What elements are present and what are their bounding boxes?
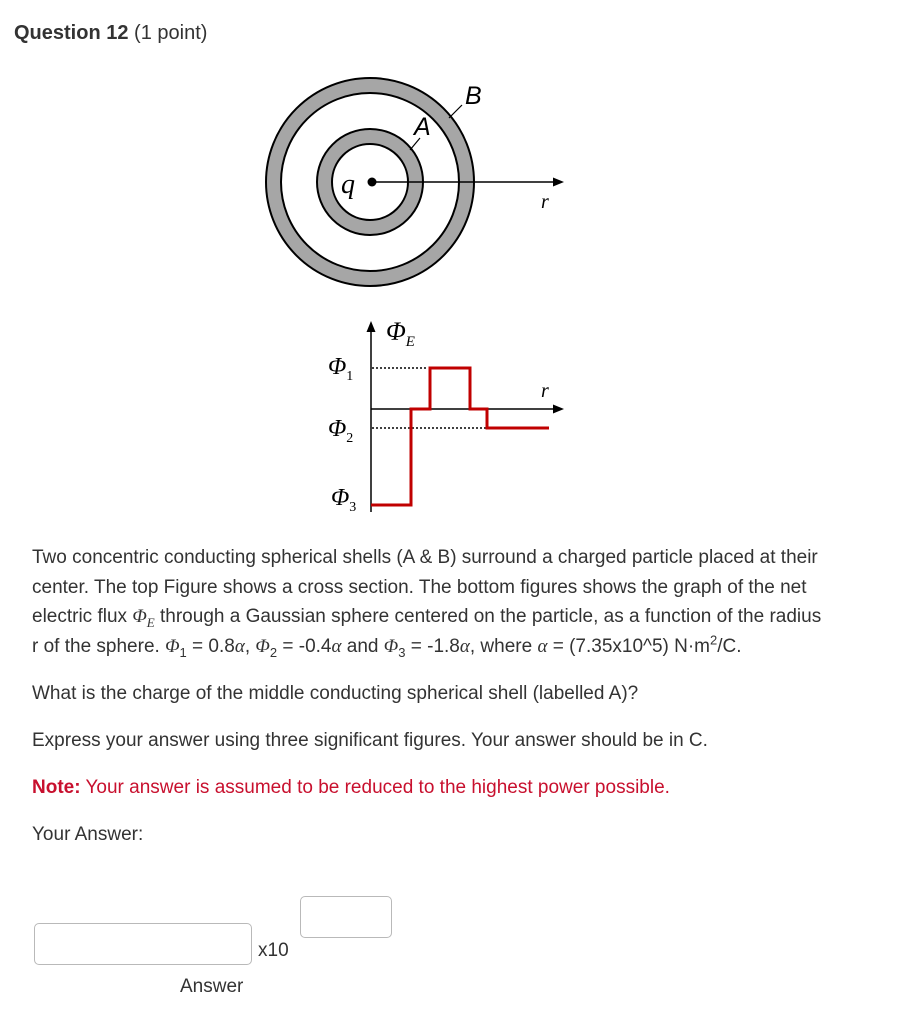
answer-mantissa-input[interactable] [34, 923, 252, 965]
question-title: Question 12 [14, 22, 129, 44]
statement-part: and [341, 635, 384, 657]
phi-symbol: Φ [165, 635, 180, 657]
phi-subscript: E [405, 334, 415, 350]
statement-part: Two concentric conducting spherical shells (A & B) surround a charged particle placed at their center. The top Figure shows a cross section. The bottom figures shows the graph of the net electric flux [32, 547, 818, 627]
sup-2: 2 [710, 632, 718, 648]
question-points: (1 point) [134, 22, 208, 44]
note-text: Your answer is assumed to be reduced to the highest power possible. [80, 777, 670, 798]
label-r-top: r [541, 191, 549, 213]
note [32, 773, 822, 803]
note-label: Note: [32, 777, 81, 798]
question-body [32, 543, 822, 850]
alpha-symbol: α [537, 635, 548, 657]
y-arrowhead [367, 321, 376, 332]
statement-part: = -0.4 [277, 635, 332, 657]
alpha-symbol: α [331, 635, 342, 657]
problem-statement [32, 543, 822, 661]
phi1-subscript: 1 [346, 369, 354, 384]
phi3-subscript: 3 [349, 500, 357, 515]
phi2-subscript: 2 [346, 431, 354, 446]
flux-curve [371, 368, 549, 505]
statement-part: = (7.35x10^5) N·m [547, 635, 710, 657]
your-answer-label: Your Answer: [32, 824, 144, 845]
flux-graph [328, 317, 564, 515]
r-arrowhead-graph [553, 405, 564, 414]
label-q: q [341, 169, 355, 200]
alpha-symbol: α [234, 635, 245, 657]
statement-part: through a Gaussian sphere centered on the particle, as a function of the radius r of the sphere. [32, 606, 822, 657]
statement-part: = 0.8 [186, 635, 235, 657]
answer-instructions: Express your answer using three significant figures. Your answer should be in C. [32, 730, 708, 751]
phi-symbol: Φ [255, 635, 270, 657]
r-arrowhead-top [553, 178, 564, 187]
times-ten-label: x10 [258, 940, 289, 961]
alpha-symbol: α [459, 635, 470, 657]
statement-part: = -1.8 [405, 635, 460, 657]
sub-2: 2 [269, 644, 278, 660]
sub-1: 1 [179, 644, 187, 660]
sub-e: E [146, 614, 155, 630]
label-phi1: $\Phi_1$ [328, 354, 354, 384]
answer-label: Answer [180, 976, 244, 997]
label-r-graph: r [541, 380, 549, 402]
charge-dot [368, 178, 377, 187]
label-phi2: $\Phi_2$ [328, 416, 354, 446]
phi-glyph: Φ [386, 317, 406, 346]
label-b: B [465, 82, 482, 110]
label-phi3: $\Phi_3$ [331, 485, 357, 515]
cross-section [266, 78, 564, 286]
phi-symbol: Φ [132, 606, 147, 627]
phi-symbol: Φ [383, 635, 399, 657]
statement-part: , where [469, 635, 538, 657]
pointer-b [449, 105, 462, 118]
answer-exponent-input[interactable] [300, 896, 392, 938]
y-axis-label [386, 317, 415, 350]
label-a: A [414, 113, 431, 141]
statement-part: /C. [717, 635, 742, 657]
statement-part: , [244, 635, 256, 657]
sub-3: 3 [398, 644, 406, 660]
question-prompt: What is the charge of the middle conducting spherical shell (labelled A)? [32, 683, 639, 704]
